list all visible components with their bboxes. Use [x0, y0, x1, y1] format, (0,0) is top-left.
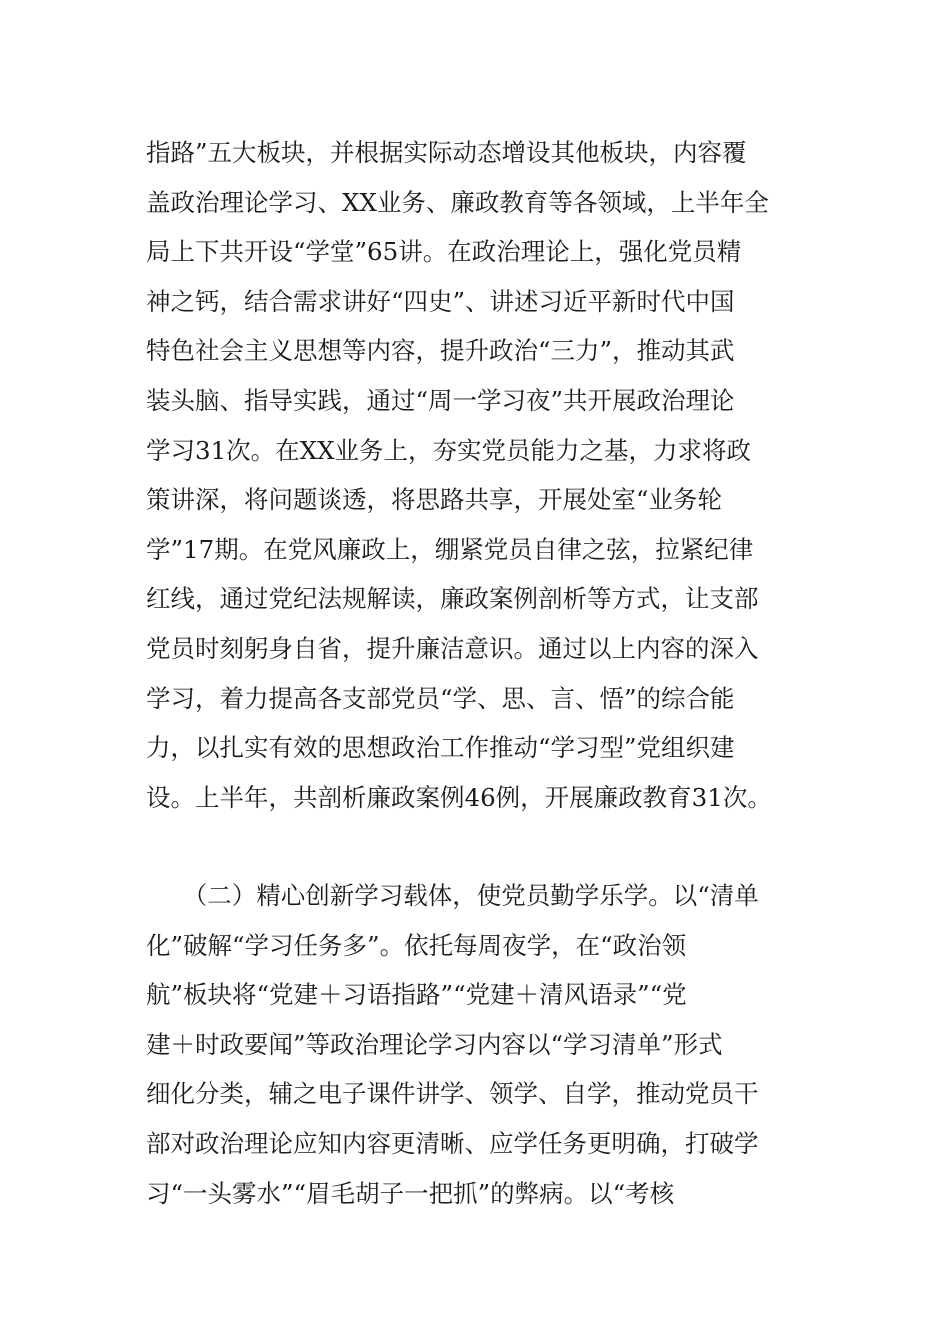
text-line: 局上下共开设“学堂”65讲。在政治理论上，强化党员精: [146, 237, 742, 267]
paragraph-theory-learning: [146, 128, 806, 822]
text-line: 细化分类，辅之电子课件讲学、领学、自学，推动党员干: [146, 1079, 759, 1109]
text-line: 盖政治理论学习、XX业务、廉政教育等各领域，上半年全: [146, 187, 769, 217]
text-line: 建＋时政要闻”等政治理论学习内容以“学习清单”形式: [146, 1029, 723, 1059]
text-line: 航”板块将“党建＋习语指路”“党建＋清风语录”“党: [146, 980, 687, 1010]
text-line: 学习31次。在XX业务上，夯实党员能力之基，力求将政: [146, 435, 752, 465]
text-line: 习“一头雾水”“眉毛胡子一把抓”的弊病。以“考核: [146, 1178, 675, 1208]
text-line: 设。上半年，共剖析廉政案例46例，开展廉政教育31次。: [146, 782, 772, 812]
paragraph-learning-carriers: [146, 871, 806, 1218]
text-line: 部对政治理论应知内容更清晰、应学任务更明确，打破学: [146, 1128, 759, 1158]
text-line: 神之钙，结合需求讲好“四史”、讲述习近平新时代中国: [146, 286, 735, 316]
text-line: 化”破解“学习任务多”。依托每周夜学，在“政治领: [146, 930, 687, 960]
text-line: 力，以扎实有效的思想政治工作推动“学习型”党组织建: [146, 733, 735, 763]
text-line: 党员时刻躬身自省，提升廉洁意识。通过以上内容的深入: [146, 633, 759, 663]
text-line-section-heading: （二）精心创新学习载体，使党员勤学乐学。以“清单: [146, 881, 759, 910]
text-line: 红线，通过党纪法规解读，廉政案例剖析等方式，让支部: [146, 584, 759, 614]
text-line: 学”17期。在党风廉政上，绷紧党员自律之弦，拉紧纪律: [146, 534, 754, 564]
text-line: 学习，着力提高各支部党员“学、思、言、悟”的综合能: [146, 683, 735, 713]
text-line: 策讲深，将问题谈透，将思路共享，开展处室“业务轮: [146, 485, 723, 515]
text-line: 特色社会主义思想等内容，提升政治“三力”，推动其武: [146, 336, 735, 366]
text-line: 指路”五大板块，并根据实际动态增设其他板块，内容覆: [146, 138, 747, 167]
text-line: 装头脑、指导实践，通过“周一学习夜”共开展政治理论: [146, 385, 735, 415]
